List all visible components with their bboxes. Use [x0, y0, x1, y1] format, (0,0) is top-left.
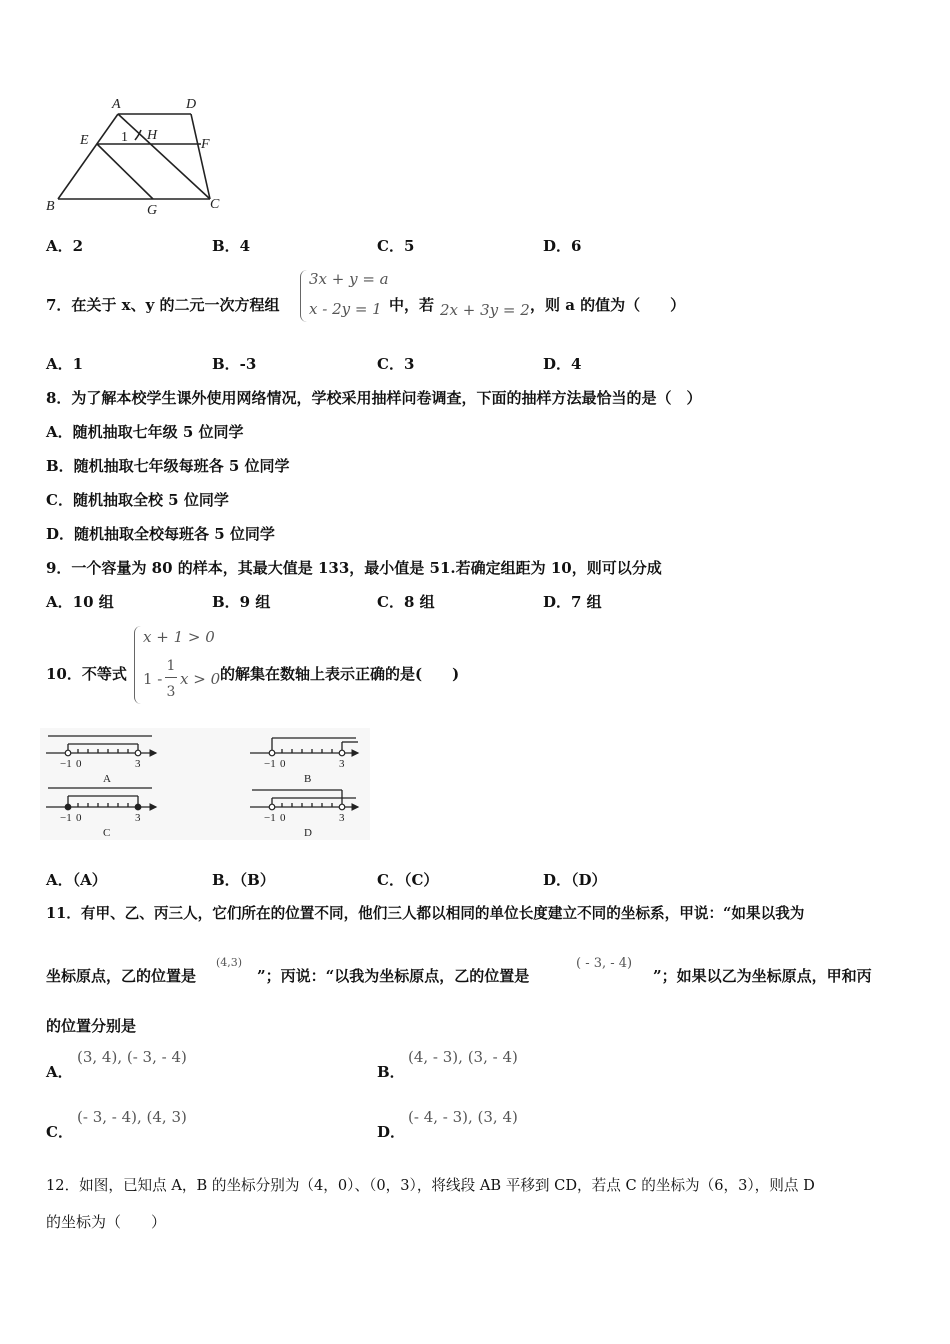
tick-a-3: 3: [135, 758, 141, 770]
q8-option-c[interactable]: C．随机抽取全校 5 位同学: [46, 491, 229, 509]
q10-fraction-numerator: 1: [166, 658, 176, 674]
label-A: A: [112, 97, 121, 112]
tick-d-3: 3: [339, 812, 345, 824]
q11-line-2-middle: ”；丙说：“以我为坐标原点，乙的位置是: [257, 967, 530, 985]
q10-option-d[interactable]: D．（D）: [543, 871, 607, 889]
label-D: D: [186, 97, 197, 112]
endpoint-c-left: [65, 804, 71, 810]
q10-option-b[interactable]: B．（B）: [212, 871, 275, 889]
q7-brace: [300, 270, 307, 322]
label-E: E: [80, 133, 89, 148]
q8-option-a[interactable]: A．随机抽取七年级 5 位同学: [46, 423, 244, 441]
q6-option-d[interactable]: D．6: [543, 237, 582, 255]
q7-option-d[interactable]: D．4: [543, 355, 582, 373]
q9-option-b[interactable]: B．9 组: [212, 593, 271, 611]
q10-fraction-bar: [165, 677, 177, 678]
label-G: G: [147, 203, 158, 218]
q11-option-c-value[interactable]: (- 3, - 4), (4, 3): [77, 1108, 187, 1126]
number-line-diagrams: [40, 728, 370, 840]
q6-option-a[interactable]: A．2: [46, 237, 84, 255]
q10-prefix: 10．不等式: [46, 665, 127, 683]
diagram-label-d: D: [304, 827, 312, 839]
tick-b-0: 0: [280, 758, 286, 770]
q12-line-2: 的坐标为（ ）: [46, 1213, 167, 1231]
q7-option-c[interactable]: C．3: [377, 355, 415, 373]
endpoint-b-right: [339, 750, 345, 756]
segment-DC: [191, 114, 210, 199]
tick-a-0: 0: [76, 758, 82, 770]
q10-inequality-2-tail: x > 0: [180, 670, 221, 688]
trapezoid-figure: [40, 92, 240, 222]
q6-option-b[interactable]: B．4: [212, 237, 251, 255]
q8-stem: 8．为了解本校学生课外使用网络情况，学校采用抽样问卷调查，下面的抽样方法最恰当的是（ ）: [46, 389, 702, 407]
q7-prefix: 7．在关于 x、y 的二元一次方程组: [46, 296, 280, 314]
tick-d-neg1: −1: [264, 812, 276, 824]
diagram-label-a: A: [103, 773, 111, 785]
endpoint-d-left: [269, 804, 275, 810]
q11-option-c-label[interactable]: C．: [46, 1123, 73, 1141]
q8-option-b[interactable]: B．随机抽取七年级每班各 5 位同学: [46, 457, 290, 475]
tick-c-0: 0: [76, 812, 82, 824]
tick-b-neg1: −1: [264, 758, 276, 770]
label-H: H: [147, 128, 158, 143]
tick-c-neg1: −1: [60, 812, 72, 824]
tick-d-0: 0: [280, 812, 286, 824]
q11-option-d-label[interactable]: D．: [377, 1123, 406, 1141]
segment-AC: [118, 114, 210, 199]
q7-suffix: ，则 a 的值为（ ）: [530, 296, 686, 314]
q9-option-a[interactable]: A．10 组: [46, 593, 114, 611]
label-C: C: [210, 197, 220, 212]
endpoint-a-right: [135, 750, 141, 756]
q10-suffix: 的解集在数轴上表示正确的是( ): [220, 665, 460, 683]
q10-option-a[interactable]: A．（A）: [46, 871, 107, 889]
label-B: B: [46, 199, 55, 214]
q11-line-2-end: ”；如果以乙为坐标原点，甲和丙: [653, 967, 872, 985]
q11-option-d-value[interactable]: (- 4, - 3), (3, 4): [408, 1108, 518, 1126]
q11-coord-1: (4,3): [216, 956, 243, 969]
q7-option-b[interactable]: B．-3: [212, 355, 257, 373]
q7-condition: 2x + 3y = 2: [440, 301, 530, 319]
endpoint-c-right: [135, 804, 141, 810]
diagram-label-c: C: [103, 827, 111, 839]
q9-option-c[interactable]: C．8 组: [377, 593, 435, 611]
q6-option-c[interactable]: C．5: [377, 237, 415, 255]
tick-b-3: 3: [339, 758, 345, 770]
q9-option-d[interactable]: D．7 组: [543, 593, 602, 611]
q11-option-a-value[interactable]: (3, 4), (- 3, - 4): [77, 1048, 187, 1066]
endpoint-d-right: [339, 804, 345, 810]
q10-inequality-2-lead: 1 -: [143, 670, 163, 688]
q10-brace: [134, 626, 141, 704]
diagram-background: [40, 728, 370, 840]
tick-a-neg1: −1: [60, 758, 72, 770]
segment-EG: [97, 144, 153, 199]
tick-c-3: 3: [135, 812, 141, 824]
q11-option-b-label[interactable]: B．: [377, 1063, 405, 1081]
q11-coord-2: ( - 3, - 4): [576, 956, 633, 971]
q7-equation-1: 3x + y = a: [309, 270, 389, 288]
q7-mid: 中，若: [389, 296, 435, 314]
diagram-label-b: B: [304, 773, 312, 785]
q12-line-1: 12．如图，已知点 A，B 的坐标分别为（4，0）、（0，3），将线段 AB 平移到 CD，若点 C 的坐标为（6，3），则点 D: [46, 1177, 815, 1194]
endpoint-b-left: [269, 750, 275, 756]
label-angle-1: 1: [121, 130, 128, 145]
q10-fraction-denominator: 3: [166, 684, 176, 700]
q10-inequality-1: x + 1 > 0: [143, 628, 215, 646]
q11-line-1: 11．有甲、乙、丙三人，它们所在的位置不同，他们三人都以相同的单位长度建立不同的坐标系，甲说：“如果以我为: [46, 905, 805, 922]
q11-line-2-start: 坐标原点，乙的位置是: [46, 967, 197, 985]
q11-option-b-value[interactable]: (4, - 3), (3, - 4): [408, 1048, 518, 1066]
q8-option-d[interactable]: D．随机抽取全校每班各 5 位同学: [46, 525, 275, 543]
endpoint-a-left: [65, 750, 71, 756]
q11-option-a-label[interactable]: A．: [46, 1063, 73, 1081]
q9-stem: 9．一个容量为 80 的样本，其最大值是 133，最小值是 51.若确定组距为 10，则可以分成: [46, 559, 662, 577]
q11-line-3: 的位置分别是: [46, 1017, 137, 1035]
q7-option-a[interactable]: A．1: [46, 355, 84, 373]
q7-equation-2: x - 2y = 1: [309, 300, 382, 318]
label-F: F: [201, 137, 210, 152]
q10-option-c[interactable]: C．（C）: [377, 871, 439, 889]
